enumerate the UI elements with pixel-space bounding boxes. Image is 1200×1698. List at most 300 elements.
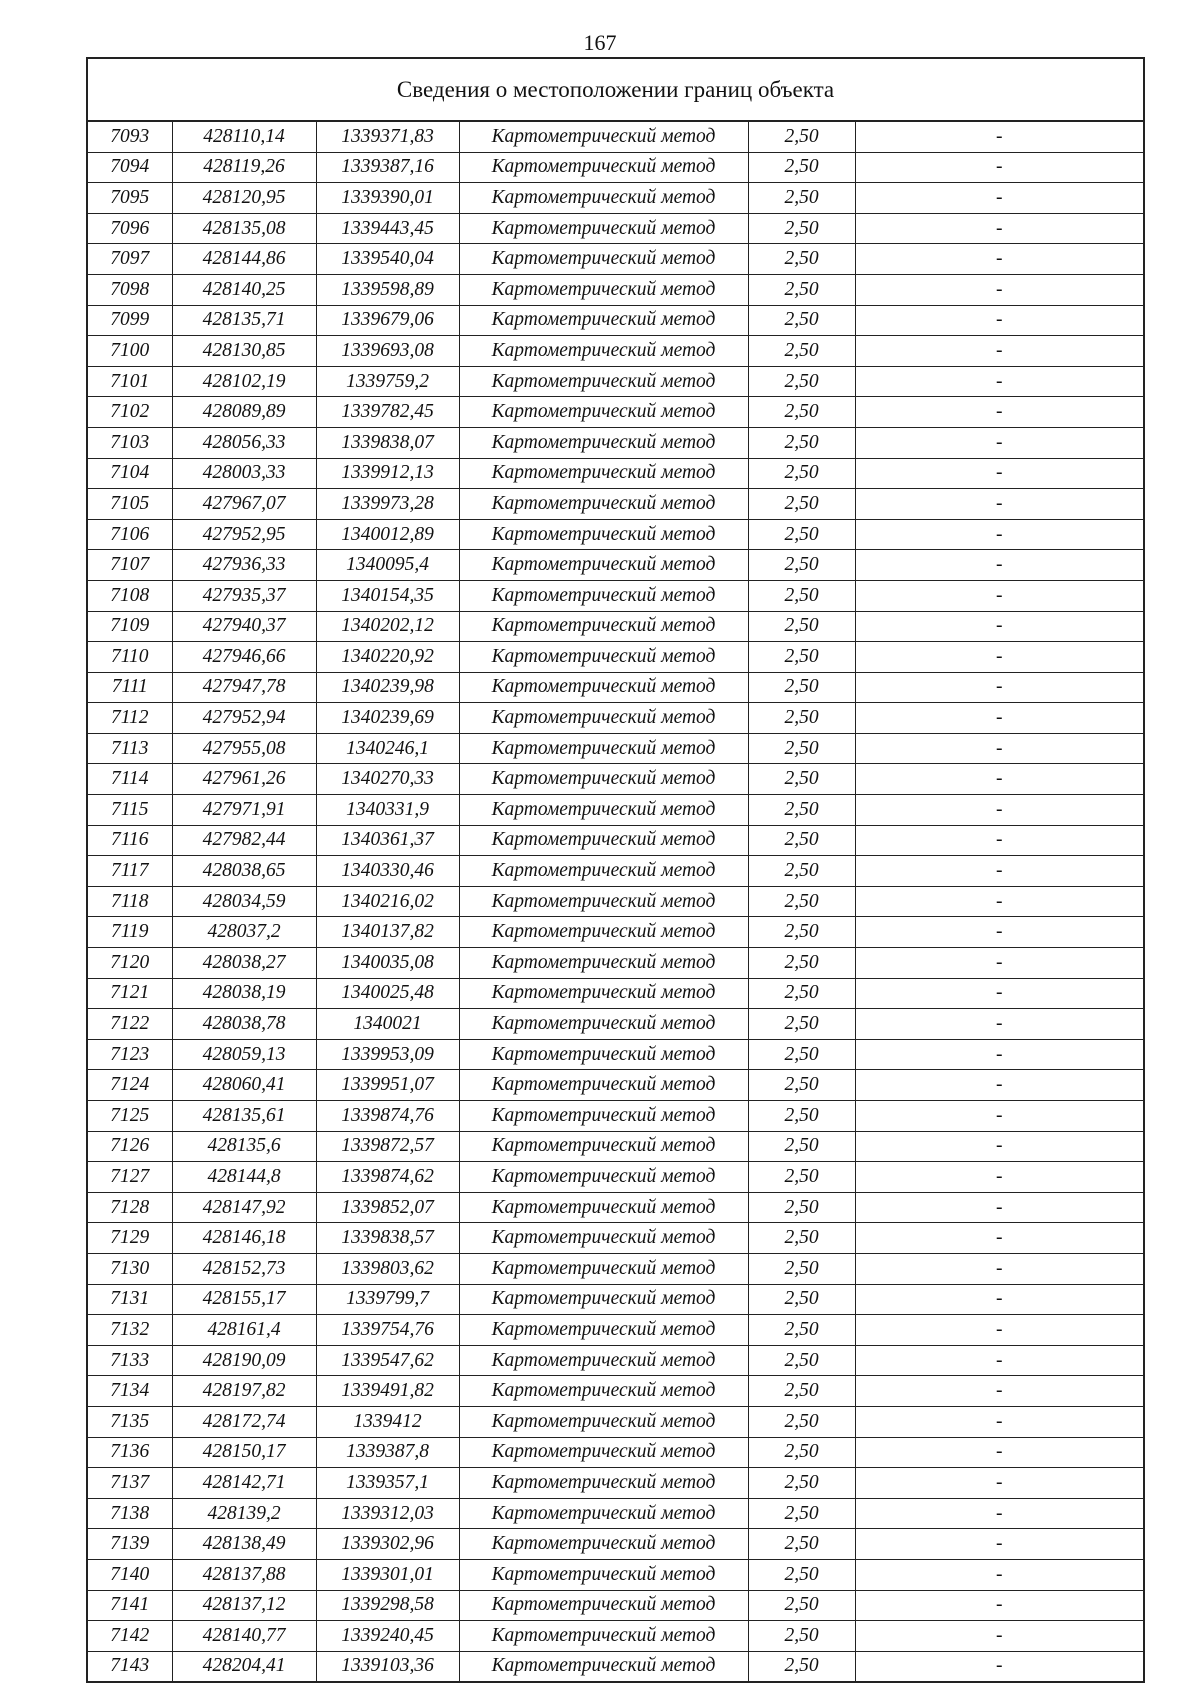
x-coordinate-cell: 428152,73: [172, 1253, 316, 1284]
table-row: [88, 764, 1143, 795]
accuracy-cell: 2,50: [748, 213, 855, 244]
point-number-cell: 7100: [88, 336, 172, 367]
point-number-cell: 7106: [88, 519, 172, 550]
method-cell: Картометрический метод: [459, 672, 748, 703]
accuracy-cell: 2,50: [748, 1162, 855, 1193]
y-coordinate-cell: 1339240,45: [316, 1621, 459, 1652]
table-row: [88, 1621, 1143, 1652]
accuracy-cell: 2,50: [748, 825, 855, 856]
y-coordinate-cell: 1339803,62: [316, 1253, 459, 1284]
accuracy-cell: 2,50: [748, 642, 855, 673]
accuracy-cell: 2,50: [748, 183, 855, 214]
y-coordinate-cell: 1340035,08: [316, 948, 459, 979]
x-coordinate-cell: 428003,33: [172, 458, 316, 489]
x-coordinate-cell: 428144,8: [172, 1162, 316, 1193]
y-coordinate-cell: 1339540,04: [316, 244, 459, 275]
point-number-cell: 7130: [88, 1253, 172, 1284]
x-coordinate-cell: 428119,26: [172, 152, 316, 183]
accuracy-cell: 2,50: [748, 1070, 855, 1101]
y-coordinate-cell: 1340239,98: [316, 672, 459, 703]
x-coordinate-cell: 427952,94: [172, 703, 316, 734]
y-coordinate-cell: 1340220,92: [316, 642, 459, 673]
x-coordinate-cell: 428140,77: [172, 1621, 316, 1652]
point-number-cell: 7122: [88, 1009, 172, 1040]
method-cell: Картометрический метод: [459, 1651, 748, 1681]
table-row: [88, 550, 1143, 581]
table-row: [88, 183, 1143, 214]
y-coordinate-cell: 1339387,16: [316, 152, 459, 183]
table-row: [88, 274, 1143, 305]
method-cell: Картометрический метод: [459, 795, 748, 826]
accuracy-cell: 2,50: [748, 611, 855, 642]
description-cell: -: [855, 1498, 1143, 1529]
table-row: [88, 1162, 1143, 1193]
description-cell: -: [855, 1223, 1143, 1254]
accuracy-cell: 2,50: [748, 1192, 855, 1223]
description-cell: -: [855, 183, 1143, 214]
description-cell: -: [855, 642, 1143, 673]
table-row: [88, 1101, 1143, 1132]
description-cell: -: [855, 519, 1143, 550]
y-coordinate-cell: 1340246,1: [316, 733, 459, 764]
table-row: [88, 1315, 1143, 1346]
accuracy-cell: 2,50: [748, 1590, 855, 1621]
method-cell: Картометрический метод: [459, 642, 748, 673]
x-coordinate-cell: 427947,78: [172, 672, 316, 703]
accuracy-cell: 2,50: [748, 1651, 855, 1681]
method-cell: Картометрический метод: [459, 1192, 748, 1223]
point-number-cell: 7121: [88, 978, 172, 1009]
method-cell: Картометрический метод: [459, 611, 748, 642]
description-cell: -: [855, 764, 1143, 795]
y-coordinate-cell: 1339298,58: [316, 1590, 459, 1621]
point-number-cell: 7138: [88, 1498, 172, 1529]
point-number-cell: 7099: [88, 305, 172, 336]
table-row: [88, 1192, 1143, 1223]
method-cell: Картометрический метод: [459, 917, 748, 948]
description-cell: -: [855, 213, 1143, 244]
method-cell: Картометрический метод: [459, 427, 748, 458]
x-coordinate-cell: 427936,33: [172, 550, 316, 581]
accuracy-cell: 2,50: [748, 795, 855, 826]
x-coordinate-cell: 428139,2: [172, 1498, 316, 1529]
x-coordinate-cell: 428204,41: [172, 1651, 316, 1681]
description-cell: -: [855, 672, 1143, 703]
table-title: Сведения о местоположении границ объекта: [88, 59, 1143, 122]
x-coordinate-cell: 428102,19: [172, 366, 316, 397]
point-number-cell: 7104: [88, 458, 172, 489]
y-coordinate-cell: 1339759,2: [316, 366, 459, 397]
point-number-cell: 7115: [88, 795, 172, 826]
description-cell: -: [855, 305, 1143, 336]
method-cell: Картометрический метод: [459, 1253, 748, 1284]
y-coordinate-cell: 1340025,48: [316, 978, 459, 1009]
y-coordinate-cell: 1339852,07: [316, 1192, 459, 1223]
description-cell: -: [855, 886, 1143, 917]
x-coordinate-cell: 428135,6: [172, 1131, 316, 1162]
method-cell: Картометрический метод: [459, 1621, 748, 1652]
point-number-cell: 7132: [88, 1315, 172, 1346]
x-coordinate-cell: 428135,71: [172, 305, 316, 336]
method-cell: Картометрический метод: [459, 397, 748, 428]
table-row: [88, 122, 1143, 152]
method-cell: Картометрический метод: [459, 1498, 748, 1529]
x-coordinate-cell: 427967,07: [172, 489, 316, 520]
method-cell: Картометрический метод: [459, 580, 748, 611]
accuracy-cell: 2,50: [748, 152, 855, 183]
y-coordinate-cell: 1339412: [316, 1406, 459, 1437]
table-row: [88, 1498, 1143, 1529]
table-row: [88, 1590, 1143, 1621]
method-cell: Картометрический метод: [459, 305, 748, 336]
method-cell: Картометрический метод: [459, 183, 748, 214]
method-cell: Картометрический метод: [459, 458, 748, 489]
x-coordinate-cell: 428147,92: [172, 1192, 316, 1223]
accuracy-cell: 2,50: [748, 1406, 855, 1437]
accuracy-cell: 2,50: [748, 336, 855, 367]
y-coordinate-cell: 1339357,1: [316, 1468, 459, 1499]
method-cell: Картометрический метод: [459, 1315, 748, 1346]
accuracy-cell: 2,50: [748, 397, 855, 428]
y-coordinate-cell: 1339443,45: [316, 213, 459, 244]
table-row: [88, 1559, 1143, 1590]
method-cell: Картометрический метод: [459, 366, 748, 397]
x-coordinate-cell: 428130,85: [172, 336, 316, 367]
description-cell: -: [855, 1529, 1143, 1560]
point-number-cell: 7126: [88, 1131, 172, 1162]
point-number-cell: 7119: [88, 917, 172, 948]
x-coordinate-cell: 427961,26: [172, 764, 316, 795]
method-cell: Картометрический метод: [459, 519, 748, 550]
y-coordinate-cell: 1339312,03: [316, 1498, 459, 1529]
point-number-cell: 7139: [88, 1529, 172, 1560]
page-number: 167: [583, 30, 617, 55]
method-cell: Картометрический метод: [459, 764, 748, 795]
method-cell: Картометрический метод: [459, 1406, 748, 1437]
description-cell: -: [855, 1651, 1143, 1681]
table-row: [88, 1345, 1143, 1376]
x-coordinate-cell: 428150,17: [172, 1437, 316, 1468]
y-coordinate-cell: 1340012,89: [316, 519, 459, 550]
x-coordinate-cell: 427982,44: [172, 825, 316, 856]
accuracy-cell: 2,50: [748, 244, 855, 275]
x-coordinate-cell: 428038,78: [172, 1009, 316, 1040]
point-number-cell: 7140: [88, 1559, 172, 1590]
accuracy-cell: 2,50: [748, 733, 855, 764]
point-number-cell: 7125: [88, 1101, 172, 1132]
description-cell: -: [855, 1406, 1143, 1437]
accuracy-cell: 2,50: [748, 427, 855, 458]
x-coordinate-cell: 428155,17: [172, 1284, 316, 1315]
y-coordinate-cell: 1340270,33: [316, 764, 459, 795]
method-cell: Картометрический метод: [459, 733, 748, 764]
table-row: [88, 458, 1143, 489]
description-cell: -: [855, 1070, 1143, 1101]
x-coordinate-cell: 427935,37: [172, 580, 316, 611]
method-cell: Картометрический метод: [459, 1284, 748, 1315]
table-row: [88, 1039, 1143, 1070]
description-cell: -: [855, 978, 1143, 1009]
accuracy-cell: 2,50: [748, 366, 855, 397]
y-coordinate-cell: 1339799,7: [316, 1284, 459, 1315]
x-coordinate-cell: 427940,37: [172, 611, 316, 642]
point-number-cell: 7117: [88, 856, 172, 887]
method-cell: Картометрический метод: [459, 1437, 748, 1468]
y-coordinate-cell: 1339782,45: [316, 397, 459, 428]
y-coordinate-cell: 1339838,57: [316, 1223, 459, 1254]
accuracy-cell: 2,50: [748, 1101, 855, 1132]
description-cell: -: [855, 1437, 1143, 1468]
description-cell: -: [855, 1253, 1143, 1284]
x-coordinate-cell: 428060,41: [172, 1070, 316, 1101]
accuracy-cell: 2,50: [748, 886, 855, 917]
x-coordinate-cell: 428120,95: [172, 183, 316, 214]
table-row: [88, 213, 1143, 244]
y-coordinate-cell: 1339693,08: [316, 336, 459, 367]
method-cell: Картометрический метод: [459, 1070, 748, 1101]
method-cell: Картометрический метод: [459, 1162, 748, 1193]
description-cell: -: [855, 733, 1143, 764]
description-cell: -: [855, 1468, 1143, 1499]
point-number-cell: 7141: [88, 1590, 172, 1621]
description-cell: -: [855, 1039, 1143, 1070]
method-cell: Картометрический метод: [459, 886, 748, 917]
x-coordinate-cell: 428038,19: [172, 978, 316, 1009]
description-cell: -: [855, 489, 1143, 520]
accuracy-cell: 2,50: [748, 519, 855, 550]
accuracy-cell: 2,50: [748, 1345, 855, 1376]
point-number-cell: 7118: [88, 886, 172, 917]
method-cell: Картометрический метод: [459, 825, 748, 856]
method-cell: Картометрический метод: [459, 274, 748, 305]
accuracy-cell: 2,50: [748, 274, 855, 305]
y-coordinate-cell: 1339598,89: [316, 274, 459, 305]
method-cell: Картометрический метод: [459, 152, 748, 183]
x-coordinate-cell: 428142,71: [172, 1468, 316, 1499]
y-coordinate-cell: 1340239,69: [316, 703, 459, 734]
y-coordinate-cell: 1339951,07: [316, 1070, 459, 1101]
x-coordinate-cell: 427955,08: [172, 733, 316, 764]
description-cell: -: [855, 550, 1143, 581]
description-cell: -: [855, 274, 1143, 305]
table-row: [88, 1529, 1143, 1560]
table-row: [88, 1131, 1143, 1162]
x-coordinate-cell: 428197,82: [172, 1376, 316, 1407]
description-cell: -: [855, 1284, 1143, 1315]
point-number-cell: 7124: [88, 1070, 172, 1101]
table-row: [88, 1070, 1143, 1101]
point-number-cell: 7098: [88, 274, 172, 305]
description-cell: -: [855, 580, 1143, 611]
x-coordinate-cell: 428146,18: [172, 1223, 316, 1254]
point-number-cell: 7142: [88, 1621, 172, 1652]
accuracy-cell: 2,50: [748, 856, 855, 887]
table-row: [88, 886, 1143, 917]
point-number-cell: 7107: [88, 550, 172, 581]
y-coordinate-cell: 1340361,37: [316, 825, 459, 856]
point-number-cell: 7095: [88, 183, 172, 214]
table-row: [88, 1284, 1143, 1315]
table-row: [88, 1253, 1143, 1284]
point-number-cell: 7143: [88, 1651, 172, 1681]
accuracy-cell: 2,50: [748, 978, 855, 1009]
description-cell: -: [855, 948, 1143, 979]
y-coordinate-cell: 1340137,82: [316, 917, 459, 948]
x-coordinate-cell: 428056,33: [172, 427, 316, 458]
description-cell: -: [855, 244, 1143, 275]
description-cell: -: [855, 1131, 1143, 1162]
point-number-cell: 7109: [88, 611, 172, 642]
description-cell: -: [855, 458, 1143, 489]
method-cell: Картометрический метод: [459, 1468, 748, 1499]
description-cell: -: [855, 1559, 1143, 1590]
accuracy-cell: 2,50: [748, 1253, 855, 1284]
point-number-cell: 7123: [88, 1039, 172, 1070]
table-row: [88, 642, 1143, 673]
y-coordinate-cell: 1340021: [316, 1009, 459, 1040]
table-row: [88, 825, 1143, 856]
accuracy-cell: 2,50: [748, 1468, 855, 1499]
y-coordinate-cell: 1339912,13: [316, 458, 459, 489]
description-cell: -: [855, 795, 1143, 826]
table-row: [88, 733, 1143, 764]
x-coordinate-cell: 428135,08: [172, 213, 316, 244]
x-coordinate-cell: 428190,09: [172, 1345, 316, 1376]
point-number-cell: 7113: [88, 733, 172, 764]
x-coordinate-cell: 427971,91: [172, 795, 316, 826]
method-cell: Картометрический метод: [459, 336, 748, 367]
table-row: [88, 580, 1143, 611]
x-coordinate-cell: 428059,13: [172, 1039, 316, 1070]
point-number-cell: 7128: [88, 1192, 172, 1223]
accuracy-cell: 2,50: [748, 1131, 855, 1162]
accuracy-cell: 2,50: [748, 948, 855, 979]
accuracy-cell: 2,50: [748, 672, 855, 703]
method-cell: Картометрический метод: [459, 1376, 748, 1407]
accuracy-cell: 2,50: [748, 1437, 855, 1468]
y-coordinate-cell: 1339754,76: [316, 1315, 459, 1346]
x-coordinate-cell: 428037,2: [172, 917, 316, 948]
x-coordinate-cell: 427946,66: [172, 642, 316, 673]
x-coordinate-cell: 428144,86: [172, 244, 316, 275]
y-coordinate-cell: 1339874,76: [316, 1101, 459, 1132]
method-cell: Картометрический метод: [459, 489, 748, 520]
description-cell: -: [855, 703, 1143, 734]
method-cell: Картометрический метод: [459, 1131, 748, 1162]
y-coordinate-cell: 1339371,83: [316, 122, 459, 152]
description-cell: -: [855, 1590, 1143, 1621]
description-cell: -: [855, 1162, 1143, 1193]
y-coordinate-cell: 1340095,4: [316, 550, 459, 581]
point-number-cell: 7101: [88, 366, 172, 397]
method-cell: Картометрический метод: [459, 213, 748, 244]
description-cell: -: [855, 1101, 1143, 1132]
accuracy-cell: 2,50: [748, 550, 855, 581]
method-cell: Картометрический метод: [459, 244, 748, 275]
y-coordinate-cell: 1339872,57: [316, 1131, 459, 1162]
method-cell: Картометрический метод: [459, 856, 748, 887]
y-coordinate-cell: 1339874,62: [316, 1162, 459, 1193]
accuracy-cell: 2,50: [748, 1621, 855, 1652]
table-row: [88, 366, 1143, 397]
table-row: [88, 795, 1143, 826]
table-row: [88, 1223, 1143, 1254]
method-cell: Картометрический метод: [459, 1039, 748, 1070]
accuracy-cell: 2,50: [748, 764, 855, 795]
description-cell: -: [855, 1376, 1143, 1407]
point-number-cell: 7136: [88, 1437, 172, 1468]
method-cell: Картометрический метод: [459, 1559, 748, 1590]
table-row: [88, 948, 1143, 979]
point-number-cell: 7120: [88, 948, 172, 979]
table-row: [88, 1406, 1143, 1437]
accuracy-cell: 2,50: [748, 1284, 855, 1315]
x-coordinate-cell: 427952,95: [172, 519, 316, 550]
y-coordinate-cell: 1340331,9: [316, 795, 459, 826]
x-coordinate-cell: 428110,14: [172, 122, 316, 152]
table-row: [88, 489, 1143, 520]
x-coordinate-cell: 428172,74: [172, 1406, 316, 1437]
method-cell: Картометрический метод: [459, 1590, 748, 1621]
x-coordinate-cell: 428135,61: [172, 1101, 316, 1132]
x-coordinate-cell: 428138,49: [172, 1529, 316, 1560]
point-number-cell: 7127: [88, 1162, 172, 1193]
method-cell: Картометрический метод: [459, 1345, 748, 1376]
y-coordinate-cell: 1339953,09: [316, 1039, 459, 1070]
table-row: [88, 152, 1143, 183]
table-row: [88, 1468, 1143, 1499]
point-number-cell: 7116: [88, 825, 172, 856]
table-row: [88, 672, 1143, 703]
x-coordinate-cell: 428140,25: [172, 274, 316, 305]
point-number-cell: 7108: [88, 580, 172, 611]
point-number-cell: 7111: [88, 672, 172, 703]
point-number-cell: 7105: [88, 489, 172, 520]
y-coordinate-cell: 1340202,12: [316, 611, 459, 642]
x-coordinate-cell: 428161,4: [172, 1315, 316, 1346]
point-number-cell: 7110: [88, 642, 172, 673]
table-row: [88, 305, 1143, 336]
table-row: [88, 519, 1143, 550]
accuracy-cell: 2,50: [748, 1559, 855, 1590]
x-coordinate-cell: 428038,65: [172, 856, 316, 887]
accuracy-cell: 2,50: [748, 917, 855, 948]
accuracy-cell: 2,50: [748, 122, 855, 152]
accuracy-cell: 2,50: [748, 1376, 855, 1407]
point-number-cell: 7093: [88, 122, 172, 152]
point-number-cell: 7129: [88, 1223, 172, 1254]
y-coordinate-cell: 1339390,01: [316, 183, 459, 214]
description-cell: -: [855, 825, 1143, 856]
description-cell: -: [855, 122, 1143, 152]
description-cell: -: [855, 397, 1143, 428]
point-number-cell: 7114: [88, 764, 172, 795]
y-coordinate-cell: 1339301,01: [316, 1559, 459, 1590]
boundary-table-frame: [86, 57, 1145, 1683]
point-number-cell: 7096: [88, 213, 172, 244]
method-cell: Картометрический метод: [459, 1223, 748, 1254]
x-coordinate-cell: 428137,12: [172, 1590, 316, 1621]
accuracy-cell: 2,50: [748, 1315, 855, 1346]
description-cell: -: [855, 1315, 1143, 1346]
accuracy-cell: 2,50: [748, 489, 855, 520]
point-number-cell: 7097: [88, 244, 172, 275]
table-row: [88, 1651, 1143, 1681]
point-number-cell: 7103: [88, 427, 172, 458]
accuracy-cell: 2,50: [748, 305, 855, 336]
table-row: [88, 611, 1143, 642]
accuracy-cell: 2,50: [748, 580, 855, 611]
